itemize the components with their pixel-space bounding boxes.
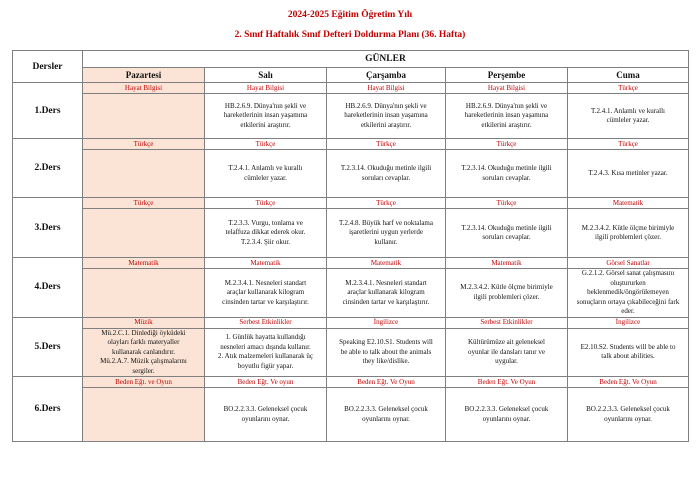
subject-cell-cuma: Türkçe — [568, 139, 689, 150]
content-line: uygular. — [495, 357, 518, 365]
subject-cell-pazartesi: Beden Eğt. ve Oyun — [83, 377, 205, 388]
subject-cell-carsamba: Beden Eğt. Ve Oyun — [327, 377, 446, 388]
content-line: E2.10.S2. Students will be able to — [580, 342, 676, 351]
content-line: etkilerini araştırır. — [481, 120, 532, 129]
content-line: M.2.3.4.2. Kütle ölçme birimiyle — [581, 223, 675, 232]
content-cell-pazartesi — [83, 209, 205, 258]
subject-cell-pazartesi: Matematik — [83, 258, 205, 269]
content-line: hareketlerinin insan yaşamına — [223, 111, 308, 120]
subject-cell-sali: Matematik — [205, 258, 327, 269]
subject-cell-persembe: Serbest Etkinlikler — [446, 317, 568, 328]
subject-cell-pazartesi: Hayat Bilgisi — [83, 83, 205, 94]
day-header-persembe: Perşembe — [446, 68, 568, 83]
subject-cell-cuma: Beden Eğt. Ve Oyun — [568, 377, 689, 388]
content-line: sonuçların ortaya çıkabileceğini fark — [576, 297, 680, 306]
content-line: işaretlerini uygun yerlerde — [349, 228, 423, 237]
content-line: T.2.4.1. Anlamlı ve kurallı — [228, 164, 303, 172]
document-title: 2024-2025 Eğitim Öğretim Yılı — [287, 10, 413, 20]
lesson-label: 3.Ders — [13, 198, 83, 258]
content-line: HB.2.6.9. Dünya'nın şekli ve — [465, 101, 548, 110]
content-line: beklenmedik/öngörülemeyen — [587, 288, 669, 296]
lesson-label: 1.Ders — [13, 83, 83, 139]
content-line: T.2.3.14. Okuduğu metinle ilgili — [340, 164, 432, 172]
content-line: BO.2.2.3.3. Geleneksel çocuk — [464, 405, 549, 413]
content-cell-cuma — [568, 269, 689, 318]
content-cell-carsamba — [327, 94, 446, 139]
content-line: oyunlarını oynar. — [241, 414, 290, 423]
subject-row — [13, 139, 689, 150]
content-cell-cuma — [568, 94, 689, 139]
content-row — [13, 269, 689, 318]
subject-cell-carsamba: İngilizce — [327, 317, 446, 328]
subject-cell-persembe: Türkçe — [446, 198, 568, 209]
content-line: ilgili problemleri çözer. — [473, 292, 540, 301]
content-cell-carsamba — [327, 328, 446, 377]
subject-cell-persembe: Türkçe — [446, 139, 568, 150]
content-line: G.2.1.2. Görsel sanat çalışmasını — [581, 269, 675, 277]
subject-row — [13, 317, 689, 328]
subject-cell-carsamba: Matematik — [327, 258, 446, 269]
subject-cell-persembe: Matematik — [446, 258, 568, 269]
content-cell-pazartesi — [83, 94, 205, 139]
subject-cell-persembe: Hayat Bilgisi — [446, 83, 568, 94]
content-line: ilgili problemleri çözer. — [595, 233, 661, 241]
content-line: 1. Günlük hayatta kullandığı — [225, 333, 306, 342]
content-line: cinsinden tartar ve karşılaştırır. — [342, 297, 430, 306]
content-cell-cuma — [568, 209, 689, 258]
content-line: araçlar kullanarak kilogram — [347, 288, 425, 296]
content-row — [13, 328, 689, 377]
weekly-plan-table — [12, 50, 689, 442]
content-line: T.2.4.8. Büyük harf ve noktalama — [339, 218, 433, 227]
content-line: T.2.3.14. Okuduğu metinle ilgili — [461, 223, 552, 232]
content-line: M.2.3.4.1. Nesneleri standart — [345, 278, 427, 287]
content-line: araçlar kullanarak kilogram — [226, 288, 305, 296]
content-line: oluştururken — [610, 278, 646, 287]
subject-cell-carsamba: Türkçe — [327, 198, 446, 209]
content-line: T.2.3.4. Şiir okur. — [240, 237, 291, 246]
content-line: olayları farklı materyaller — [107, 338, 180, 346]
content-line: kullanır. — [374, 237, 398, 246]
content-cell-carsamba — [327, 209, 446, 258]
content-line: T.2.3.3. Vurgu, tonlama ve — [228, 218, 303, 227]
gunler-header: GÜNLER — [83, 51, 689, 68]
subject-cell-sali: Türkçe — [205, 198, 327, 209]
lesson-label: 2.Ders — [13, 139, 83, 198]
subject-cell-sali: Beden Eğt. Ve oyun — [205, 377, 327, 388]
subject-row — [13, 83, 689, 94]
plan-body — [13, 83, 689, 442]
content-cell-cuma — [568, 150, 689, 198]
content-cell-persembe — [446, 209, 568, 258]
content-line: HB.2.6.9. Dünya'nın şekli ve — [224, 101, 307, 110]
subject-row — [13, 258, 689, 269]
content-cell-sali — [205, 150, 327, 198]
content-line: T.2.4.1. Anlamlı ve kurallı — [591, 106, 665, 115]
content-row — [13, 150, 689, 198]
content-line: hareketlerinin insan yaşamına — [464, 111, 549, 120]
content-line: boyutlu figür yapar. — [237, 361, 294, 370]
content-cell-sali — [205, 269, 327, 318]
content-line: they like/dislike. — [362, 357, 410, 365]
content-row — [13, 388, 689, 442]
subject-cell-sali: Serbest Etkinlikler — [205, 317, 327, 328]
content-line: talk about abilities. — [601, 352, 655, 361]
content-cell-cuma — [568, 328, 689, 377]
subject-row — [13, 198, 689, 209]
day-header-sali: Salı — [205, 68, 327, 83]
content-cell-persembe — [446, 269, 568, 318]
subject-cell-sali: Türkçe — [205, 139, 327, 150]
content-line: telaffuza dikkat ederek okur. — [225, 228, 306, 237]
content-line: HB.2.6.9. Dünya'nın şekli ve — [345, 101, 427, 110]
subject-cell-pazartesi: Türkçe — [83, 139, 205, 150]
subject-cell-pazartesi: Türkçe — [83, 198, 205, 209]
subject-cell-pazartesi: Müzik — [83, 317, 205, 328]
content-cell-pazartesi — [83, 328, 205, 377]
content-line: cümleler yazar. — [606, 116, 650, 124]
day-header-pazartesi: Pazartesi — [83, 68, 205, 83]
subject-cell-cuma: Matematik — [568, 198, 689, 209]
content-line: kullanarak canlandırır. — [112, 347, 175, 356]
subject-cell-carsamba: Hayat Bilgisi — [327, 83, 446, 94]
content-line: Mü.2.A.7. Müzik çalışmalarını — [100, 357, 187, 365]
content-line: Kültürümüze ait geleneksel — [468, 338, 545, 346]
content-cell-cuma — [568, 388, 689, 442]
content-line: be able to talk about the animals — [340, 347, 432, 356]
lesson-label: 5.Ders — [13, 317, 83, 377]
content-line: BO.2.2.3.3. Geleneksel çocuk — [344, 405, 428, 413]
content-line: T.2.3.14. Okuduğu metinle ilgili — [461, 164, 552, 172]
subject-cell-cuma: Türkçe — [568, 83, 689, 94]
content-row — [13, 94, 689, 139]
day-header-carsamba: Çarşamba — [327, 68, 446, 83]
content-line: Speaking E2.10.S1. Students will — [339, 338, 433, 346]
content-cell-persembe — [446, 150, 568, 198]
content-cell-carsamba — [327, 269, 446, 318]
content-line: soruları cevaplar. — [361, 173, 411, 182]
lesson-label: 4.Ders — [13, 258, 83, 318]
content-row — [13, 209, 689, 258]
content-line: nesneleri amacı dışında kullanır. — [220, 342, 311, 351]
subject-cell-persembe: Beden Eğt. Ve Oyun — [446, 377, 568, 388]
subject-cell-sali: Hayat Bilgisi — [205, 83, 327, 94]
content-line: soruları cevaplar. — [482, 233, 531, 241]
content-line: BO.2.2.3.3. Geleneksel çocuk — [223, 405, 308, 413]
content-cell-carsamba — [327, 388, 446, 442]
content-line: eder. — [621, 307, 635, 315]
content-line: soruları cevaplar. — [482, 173, 531, 182]
content-cell-sali — [205, 328, 327, 377]
content-line: etkilerini araştırır. — [240, 120, 291, 129]
content-cell-pazartesi — [83, 150, 205, 198]
content-line: M.2.3.4.1. Nesneleri standart — [224, 278, 307, 287]
content-line: hareketlerinin insan yaşamına — [344, 111, 428, 120]
subject-cell-cuma: Görsel Sanatlar — [568, 258, 689, 269]
content-line: BO.2.2.3.3. Geleneksel çocuk — [586, 405, 670, 413]
content-cell-sali — [205, 94, 327, 139]
content-cell-persembe — [446, 94, 568, 139]
content-line: cümleler yazar. — [244, 173, 287, 182]
content-cell-sali — [205, 209, 327, 258]
content-cell-pazartesi — [83, 269, 205, 318]
content-cell-sali — [205, 388, 327, 442]
content-line: etkilerini araştırır. — [360, 120, 412, 129]
content-line: sergiler. — [132, 366, 155, 375]
content-line: 2. Atık malzemeleri kullanarak üç — [217, 352, 314, 361]
content-cell-persembe — [446, 388, 568, 442]
content-cell-carsamba — [327, 150, 446, 198]
content-line: oyunlarını oynar. — [482, 414, 531, 423]
content-line: Mü.2.C.1. Dinlediği öyküdeki — [101, 328, 186, 337]
subject-row — [13, 377, 689, 388]
content-cell-pazartesi — [83, 388, 205, 442]
day-header-cuma: Cuma — [568, 68, 689, 83]
subject-cell-cuma: İngilizce — [568, 317, 689, 328]
content-line: oyunlarını oynar. — [604, 414, 652, 423]
lesson-label: 6.Ders — [13, 377, 83, 442]
content-line: oyunlarını oynar. — [362, 414, 410, 423]
dersler-header: Dersler — [13, 51, 83, 83]
content-line: oyunlar ile dansları tanır ve — [468, 347, 545, 356]
document-subtitle: 2. Sınıf Haftalık Sınıf Defteri Doldurma Planı (36. Hafta) — [234, 30, 466, 40]
content-line: T.2.4.3. Kısa metinler yazar. — [588, 168, 668, 177]
content-line: M.2.3.4.2. Kütle ölçme birimiyle — [460, 283, 553, 292]
subject-cell-carsamba: Türkçe — [327, 139, 446, 150]
content-line: cinsinden tartar ve karşılaştırır. — [222, 297, 309, 306]
content-cell-persembe — [446, 328, 568, 377]
